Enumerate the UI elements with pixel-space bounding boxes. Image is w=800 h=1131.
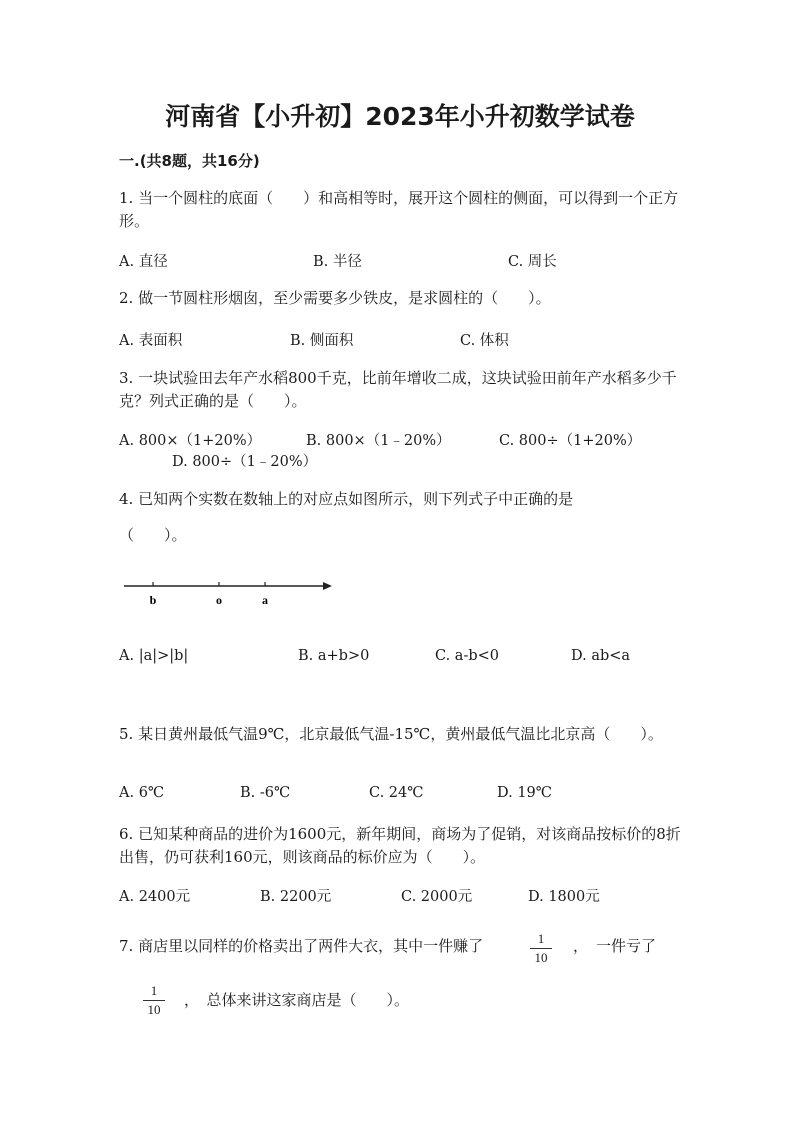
- q4-option-c: C. a-b<0: [435, 648, 499, 664]
- fraction-one-tenth-2: [141, 983, 167, 1018]
- question-1: 1. 当一个圆柱的底面（ ）和高相等时，展开这个圆柱的侧面，可以得到一个正方形。: [119, 189, 679, 230]
- fraction-bar: [143, 1000, 165, 1001]
- q3-option-b: B. 800×（1﹣20%）: [306, 433, 451, 449]
- question-2: 2. 做一节圆柱形烟囱，至少需要多少铁皮，是求圆柱的（ ）。: [119, 289, 551, 307]
- q3-option-d: D. 800÷（1﹣20%）: [172, 454, 318, 470]
- question-6: 6. 已知某种商品的进价为1600元，新年期间，商场为了促销，对该商品按标价的8折出售，仍可获利160元，则该商品的标价应为（ ）。: [119, 825, 681, 866]
- q5-option-d: D. 19℃: [497, 785, 552, 801]
- q6-option-a: A. 2400元: [119, 889, 191, 905]
- fraction-numerator: 1: [150, 983, 158, 998]
- fraction-denominator: 10: [147, 1002, 161, 1017]
- q5-option-b: B. -6℃: [240, 785, 291, 801]
- number-line-figure: [120, 575, 335, 610]
- fraction-numerator: 1: [537, 931, 545, 946]
- q4-option-b: B. a+b>0: [298, 648, 370, 664]
- q3-option-c: C. 800÷（1+20%）: [499, 433, 642, 449]
- q6-option-d: D. 1800元: [528, 889, 600, 905]
- q2-option-c: C. 体积: [460, 333, 509, 349]
- q5-option-c: C. 24℃: [369, 785, 424, 801]
- question-5: 5. 某日黄州最低气温9℃，北京最低气温-15℃，黄州最低气温比北京高（ ）。: [119, 725, 663, 743]
- q1-option-c: C. 周长: [508, 254, 557, 270]
- question-7-comma: ，: [573, 937, 589, 955]
- page-title: 河南省【小升初】2023年小升初数学试卷: [165, 102, 635, 131]
- q6-option-b: B. 2200元: [260, 889, 332, 905]
- question-3: 3. 一块试验田去年产水稻800千克，比前年增收二成，这块试验田前年产水稻多少千克？列式正确的是（ ）。: [119, 369, 677, 410]
- number-line-arrow: [323, 582, 332, 590]
- question-7-part3: ， 总体来讲这家商店是（ ）。: [184, 991, 410, 1009]
- label-b: b: [149, 593, 157, 607]
- fraction-denominator: 10: [534, 950, 548, 965]
- fraction-bar: [530, 948, 552, 949]
- question-4-blank: （ ）。: [119, 526, 187, 544]
- q5-option-a: A. 6℃: [119, 785, 165, 801]
- section-heading: 一.(共8题，共16分): [119, 152, 260, 170]
- q4-option-a: A. |a|>|b|: [119, 648, 189, 664]
- q2-option-b: B. 侧面积: [290, 333, 354, 349]
- fraction-one-tenth: [528, 931, 554, 966]
- q2-option-a: A. 表面积: [119, 333, 183, 349]
- label-a: a: [262, 593, 268, 607]
- question-7-part2: 一件亏了: [596, 937, 657, 955]
- q3-option-a: A. 800×（1+20%）: [119, 433, 262, 449]
- q4-option-d: D. ab<a: [571, 648, 631, 664]
- q1-option-b: B. 半径: [313, 254, 362, 270]
- question-4: 4. 已知两个实数在数轴上的对应点如图所示，则下列式子中正确的是: [119, 490, 574, 508]
- q6-option-c: C. 2000元: [401, 889, 473, 905]
- question-7-part1: 7. 商店里以同样的价格卖出了两件大衣，其中一件赚了: [119, 937, 484, 955]
- q1-option-a: A. 直径: [119, 254, 168, 270]
- label-o: o: [216, 593, 222, 607]
